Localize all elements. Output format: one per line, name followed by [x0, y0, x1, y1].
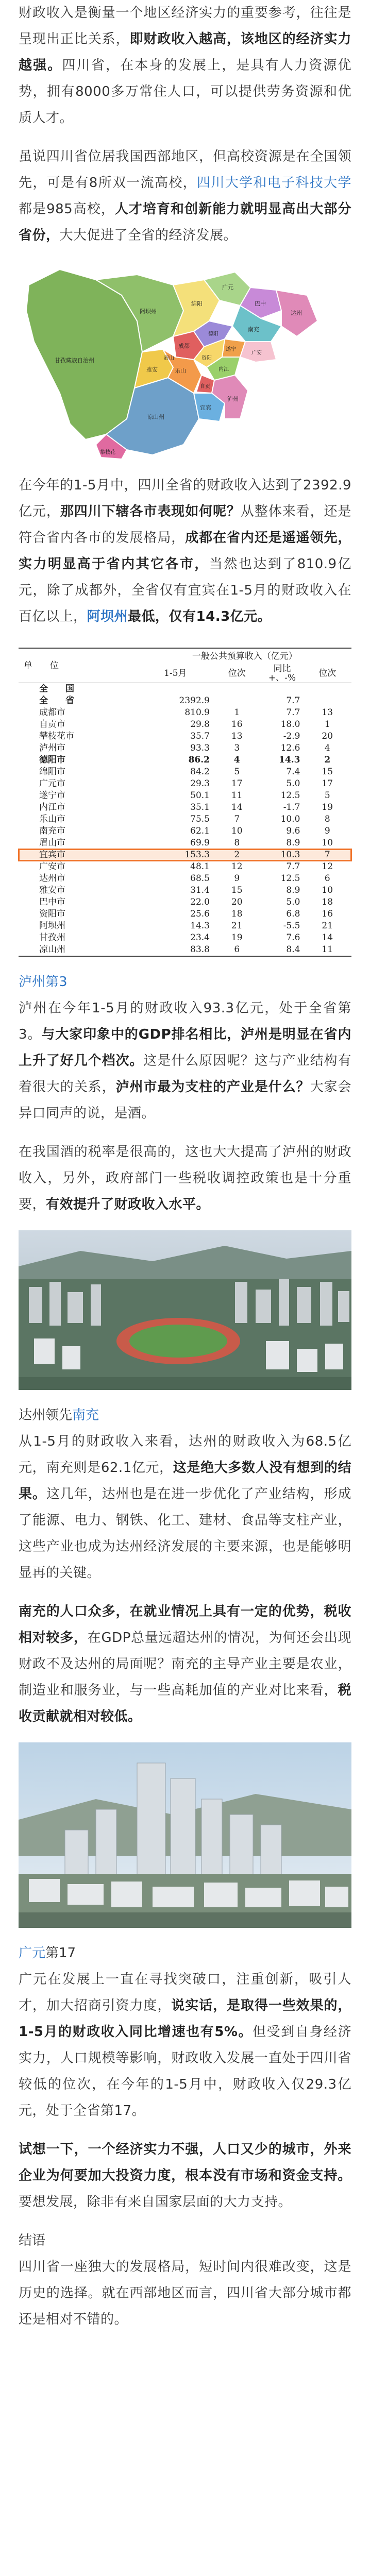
- summary-bold: 成都在省内还是遥遥领先，实力明显高于省内其它各市，: [19, 530, 351, 572]
- nanchong-link[interactable]: 南充: [72, 1408, 99, 1423]
- dazhou-text: 从1-5月的财政收入来看，达州的财政收入为68.5亿元，南充则是62.1亿元，: [19, 1434, 351, 1476]
- amount-cell: 810.9: [184, 707, 210, 718]
- table-row: [19, 885, 351, 896]
- table-row: [19, 944, 351, 956]
- col-rank2-header: 位次: [303, 664, 351, 683]
- sichuan-map: [19, 264, 351, 460]
- amount-cell: 93.3: [190, 743, 210, 753]
- yoy-cell: 9.6: [286, 826, 300, 836]
- summary-bold-2: 最低，仅有14.3亿元。: [128, 609, 272, 624]
- rank-cell: 17: [231, 778, 243, 789]
- region-cell: 资阳市: [39, 909, 65, 919]
- yoy-cell: 10.0: [280, 814, 300, 824]
- table-row: [19, 742, 351, 754]
- region-cell: 南充市: [39, 826, 65, 836]
- rank-cell: 12: [231, 861, 243, 872]
- region-cell: 广元市: [39, 778, 65, 789]
- yoy-cell: 5.0: [286, 778, 300, 789]
- yoy-cell: 7.7: [286, 861, 300, 872]
- table-row: [19, 754, 351, 766]
- amount-cell: 14.3: [190, 921, 210, 931]
- summary-text: 在今年的1-5月中，四川全省的财政收入达到了2392.9亿元，: [19, 478, 351, 519]
- rank2-cell: 5: [324, 790, 330, 801]
- table-row: [19, 837, 351, 849]
- yoy-cell: 10.3: [261, 849, 303, 861]
- summary-question: 那四川下辖各市表现如何呢？: [60, 504, 241, 519]
- guangyuan-bold: 说实话，是取得一些效果的，1-5月的财政收入同比增速也有5%。: [19, 1998, 351, 2040]
- revenue-table: [19, 648, 351, 957]
- luzhou-city-image: [19, 1230, 351, 1390]
- rank-cell: 15: [231, 885, 243, 895]
- rank2-cell: 17: [322, 778, 333, 789]
- rank2-cell: 7: [303, 849, 351, 861]
- rank2-cell: 15: [322, 767, 333, 777]
- rank-cell: 16: [231, 719, 243, 730]
- amount-cell: 84.2: [190, 767, 210, 777]
- yoy-cell: 5.0: [286, 897, 300, 907]
- rank2-cell: 12: [322, 861, 333, 872]
- rank-cell: 14: [231, 802, 243, 812]
- map-label: 内江: [218, 367, 229, 372]
- map-label: 广安: [251, 350, 262, 356]
- intro-paragraph-1: [19, 0, 351, 131]
- map-label: 泸州: [227, 396, 239, 402]
- rank-cell: 8: [234, 838, 240, 848]
- dazhou-paragraph-2: [19, 1599, 351, 1730]
- amount-cell: 2392.9: [179, 696, 210, 706]
- amount-cell: 86.2: [188, 755, 210, 765]
- dazhou-bold-3: 税收贡献就相对较低。: [19, 1683, 351, 1724]
- university-link[interactable]: 四川大学和电子科技大学: [197, 175, 351, 191]
- rank2-cell: 16: [322, 909, 333, 919]
- map-label: 德阳: [208, 331, 218, 337]
- map-label: 巴中: [255, 300, 266, 307]
- dazhou-heading: [19, 1402, 351, 1429]
- luzhou-bold-2: 泸州市最为支柱的产业是什么？: [115, 1079, 310, 1095]
- guangyuan-city-image: [19, 1742, 351, 1928]
- rank2-cell: 20: [322, 731, 333, 741]
- rank-cell: 18: [231, 909, 243, 919]
- rank2-cell: 10: [322, 885, 333, 895]
- amount-cell: 48.1: [190, 861, 210, 872]
- rank-cell: [213, 683, 261, 696]
- luzhou-heading: [19, 969, 351, 995]
- rank-cell: 5: [234, 767, 240, 777]
- intro-p2-text: 虽说四川省位居我国西部地区，但高校资源是在全国领先，可是有8所双一流高校，: [19, 149, 351, 191]
- map-label: 绵阳: [191, 300, 203, 307]
- luzhou-text-4: 在我国酒的税率是很高的，这也大大提高了泸州的财政收入，另外，政府部门一些税收调控政策也是十分重要，: [19, 1144, 351, 1212]
- amount-cell: 29.8: [190, 719, 210, 730]
- summary-text-2: 从整体来看，还是符合省内各市的发展格局，: [19, 504, 351, 546]
- luzhou-bold: 与大家印象中的GDP排名相比，泸州是明显在省内上升了好几个档次。: [19, 1027, 351, 1069]
- map-label: 自贡: [200, 384, 210, 389]
- conclusion-heading: 结语: [19, 2233, 46, 2248]
- table-row: [19, 719, 351, 731]
- intro-p2-text-3: 大大促进了全省的经济发展。: [59, 228, 238, 243]
- rank-cell: 2: [213, 849, 261, 861]
- intro-p1-text: 财政收入是衡量一个地区经济实力的重要参考，往往是呈现出正比关系，: [19, 5, 351, 47]
- table-row: [19, 908, 351, 920]
- intro-paragraph-2: [19, 144, 351, 249]
- col-group-header: 一般公共预算收入（亿元）: [138, 648, 351, 664]
- rank-cell: [213, 695, 261, 707]
- rank2-cell: 21: [322, 921, 333, 931]
- map-label: 雅安: [146, 366, 158, 373]
- region-cell: 眉山市: [39, 838, 65, 848]
- amount-cell: 31.4: [190, 885, 210, 895]
- region-cell: 自贡市: [39, 719, 65, 730]
- guangyuan-bold-2: 试想一下，一个经济实力不强，人口又少的城市，外来企业为何要加大投资力度，根本没有市场和资金支持。: [19, 2142, 351, 2183]
- region-cell: 绵阳市: [39, 767, 65, 777]
- yoy-cell: 12.6: [280, 743, 300, 753]
- intro-p1-bold: 即财政收入越高，该地区的经济实力越强。: [19, 31, 351, 73]
- rank-cell: 21: [231, 921, 243, 931]
- map-label: 南充: [248, 326, 259, 333]
- amount-cell: 35.1: [190, 802, 210, 812]
- luzhou-city-photo: [19, 1230, 351, 1390]
- amount-cell: 35.7: [190, 731, 210, 741]
- region-cell: 雅安市: [39, 885, 65, 895]
- table-row: [19, 731, 351, 742]
- amount-cell: 23.4: [190, 933, 210, 943]
- table-row: [19, 896, 351, 908]
- table-row: [19, 683, 351, 696]
- yoy-cell: 7.6: [286, 933, 300, 943]
- table-row: [19, 825, 351, 837]
- map-label: 攀枝花: [100, 450, 115, 455]
- table-row: [19, 873, 351, 885]
- rank2-cell: [303, 695, 351, 707]
- dazhou-paragraph-1: [19, 1429, 351, 1586]
- amount-cell: 68.5: [190, 873, 210, 884]
- table-row: [19, 861, 351, 873]
- region-cell: 甘孜州: [39, 933, 65, 943]
- region-cell: 全 国: [39, 684, 74, 694]
- yoy-cell: -1.7: [283, 802, 300, 812]
- rank2-cell: [303, 683, 351, 696]
- yoy-cell: 8.9: [286, 885, 300, 895]
- region-cell: 宜宾市: [19, 849, 138, 861]
- region-cell: 内江市: [39, 802, 65, 812]
- region-cell: 德阳市: [39, 755, 65, 765]
- yoy-cell: -2.9: [283, 731, 300, 741]
- rank2-cell: 10: [322, 838, 333, 848]
- luzhou-text-2: 这是什么原因呢？这与产业结构有着很大的关系，: [19, 1053, 351, 1095]
- rank-cell: 9: [234, 873, 240, 884]
- amount-cell: 22.0: [190, 897, 210, 907]
- map-label: 达州: [291, 310, 302, 316]
- luzhou-bold-3: 有效提升了财政收入水平。: [46, 1197, 210, 1212]
- region-cell: 达州市: [39, 873, 65, 884]
- guangyuan-link[interactable]: 广元: [19, 1945, 46, 1961]
- rank2-cell: 14: [322, 933, 333, 943]
- intro-p2-bold: 人才培育和创新能力就明显高出大部分省份，: [19, 201, 351, 243]
- region-cell: 巴中市: [39, 897, 65, 907]
- dazhou-bold-2: 南充的人口众多，在就业情况上具有一定的优势，税收相对较多，: [19, 1604, 351, 1646]
- amount-cell: 62.1: [190, 826, 210, 836]
- amount-cell: 25.6: [190, 909, 210, 919]
- col-yoy-header: 同比 +、-%: [261, 664, 303, 683]
- amount-cell: [138, 683, 213, 696]
- rank2-cell: 18: [322, 897, 333, 907]
- table-row: [19, 849, 351, 861]
- table-row: [19, 766, 351, 778]
- rank2-cell: 8: [324, 814, 330, 824]
- yoy-cell: 6.8: [286, 909, 300, 919]
- luzhou-text-3: 大家会异口同声的说，是酒。: [19, 1079, 351, 1121]
- rank-cell: 10: [231, 826, 243, 836]
- col-region-header: 单 位: [19, 648, 138, 683]
- dazhou-heading-text: 达州领先: [19, 1408, 73, 1423]
- guangyuan-heading: [19, 1940, 351, 1967]
- rank2-cell: 19: [322, 802, 333, 812]
- dazhou-text-3: 在GDP总量远超达州的情况，为何还会出现财政不及达州的局面呢？南充的主导产业主要是农业，制造业和服务业，与一些高耗加值的产业对比来看，: [19, 1630, 351, 1698]
- summary-paragraph: [19, 472, 351, 630]
- map-label: 宜宾: [200, 404, 211, 411]
- yoy-cell: 18.0: [280, 719, 300, 730]
- sichuan-map-svg: [19, 264, 351, 460]
- region-cell: 广安市: [39, 861, 65, 872]
- guangyuan-city-photo: [19, 1742, 351, 1928]
- rank2-cell: 1: [324, 719, 330, 730]
- col-amount-header: 1-5月: [138, 664, 213, 683]
- amount-cell: 69.9: [190, 838, 210, 848]
- yoy-cell: 7.7: [286, 696, 300, 706]
- table-row: [19, 802, 351, 814]
- table-row: [19, 695, 351, 707]
- intro-p2-text-2: 都是985高校，: [19, 201, 115, 217]
- yoy-cell: 7.4: [286, 767, 300, 777]
- yoy-cell: 8.9: [286, 838, 300, 848]
- yoy-cell: [261, 683, 303, 696]
- rank-cell: 4: [233, 755, 240, 765]
- guangyuan-paragraph-1: [19, 1967, 351, 2124]
- amount-cell: 83.8: [138, 944, 213, 956]
- table-row: [19, 920, 351, 932]
- yoy-cell: 12.5: [280, 790, 300, 801]
- region-cell: 凉山州: [19, 944, 138, 956]
- yoy-cell: -5.5: [283, 921, 300, 931]
- region-cell: 泸州市: [39, 743, 65, 753]
- map-label: 凉山州: [147, 414, 164, 420]
- luzhou-text: 泸州在今年1-5月的财政收入93.3亿元，处于全省第3。: [19, 1001, 351, 1042]
- map-label: 眉山: [164, 355, 174, 361]
- map-label: 乐山: [175, 367, 186, 374]
- yoy-cell: 8.4: [261, 944, 303, 956]
- table-row: [19, 814, 351, 825]
- map-label: 阿坝州: [140, 308, 157, 315]
- amount-cell: 153.3: [138, 849, 213, 861]
- rank-cell: 11: [231, 790, 243, 801]
- amount-cell: 75.5: [190, 814, 210, 824]
- aba-link[interactable]: 阿坝州: [87, 609, 128, 624]
- rank-cell: 6: [213, 944, 261, 956]
- luzhou-paragraph-1: [19, 995, 351, 1127]
- yoy-cell: 12.5: [280, 873, 300, 884]
- table-row: [19, 932, 351, 944]
- rank2-cell: 4: [324, 743, 330, 753]
- map-label: 资阳: [201, 355, 212, 361]
- luzhou-paragraph-2: [19, 1139, 351, 1218]
- guangyuan-heading-text: 第17: [45, 1945, 76, 1961]
- map-label: 甘孜藏族自治州: [55, 357, 94, 364]
- rank2-cell: 9: [324, 826, 330, 836]
- rank-cell: 7: [234, 814, 240, 824]
- guangyuan-text-3: 要想发展，除非有来自国家层面的大力支持。: [19, 2194, 292, 2210]
- rank2-cell: 6: [324, 873, 330, 884]
- region-cell: 成都市: [39, 707, 65, 718]
- table-row: [19, 778, 351, 790]
- region-cell: 阿坝州: [39, 921, 65, 931]
- amount-cell: 50.1: [190, 790, 210, 801]
- rank2-cell: 13: [322, 707, 333, 718]
- col-rank-header: 位次: [213, 664, 261, 683]
- summary-text-3: 当然也达到了810.9亿元，除了成都外，全省仅有宜宾在1-5月的财政收入在百亿以上，: [19, 556, 351, 624]
- table-header-top: [19, 648, 351, 664]
- rank-cell: 1: [234, 707, 240, 718]
- map-label: 遂宁: [226, 347, 236, 352]
- dazhou-bold: 这是绝大多数人没有想到的结果。: [19, 1460, 351, 1502]
- rank-cell: 13: [231, 731, 243, 741]
- rank-cell: 3: [234, 743, 240, 753]
- rank-cell: 20: [231, 897, 243, 907]
- region-cell: 乐山市: [39, 814, 65, 824]
- region-cell: 攀枝花市: [39, 731, 74, 741]
- amount-cell: 29.3: [190, 778, 210, 789]
- table-row: [19, 707, 351, 719]
- yoy-cell: 7.7: [286, 707, 300, 718]
- map-label: 成都: [178, 343, 190, 349]
- region-cell: 遂宁市: [39, 790, 65, 801]
- luzhou-link[interactable]: 泸州第3: [19, 974, 68, 990]
- conclusion-paragraph: 四川省一座独大的发展格局，短时间内很难改变，这是历史的选择。就在西部地区而言，四川省大部分城市都还是相对不错的。: [19, 2259, 351, 2327]
- guangyuan-paragraph-2: [19, 2137, 351, 2215]
- intro-p1-text-2: 四川省，在本身的发展上，是具有人力资源优势，拥有8000多万常住人口，可以提供劳务资源和优质人才。: [19, 58, 351, 126]
- yoy-cell: 14.3: [279, 755, 300, 765]
- guangyuan-text-2: 但受到自身经济实力，人口规模等影响，财政收入发展一直处于四川省较低的位次，在今年的1-5月中，财政收入仅29.3亿元，处于全省第17。: [19, 2024, 351, 2119]
- rank2-cell: 11: [303, 944, 351, 956]
- dazhou-text-2: 这几年，达州也是在进一步优化了产业结构，形成了能源、电力、钢铁、化工、建材、食品等支柱产业，这些产业也成为达州经济发展的主要来源，也是能够明显再的关键。: [19, 1486, 351, 1581]
- rank2-cell: 2: [324, 755, 331, 765]
- region-cell: 全 省: [39, 696, 74, 706]
- rank-cell: 19: [231, 933, 243, 943]
- guangyuan-text: 广元在发展上一直在寻找突破口，注重创新，吸引人才，加大招商引资力度，: [19, 1972, 351, 2013]
- table-row: [19, 790, 351, 802]
- map-label: 广元: [222, 284, 233, 291]
